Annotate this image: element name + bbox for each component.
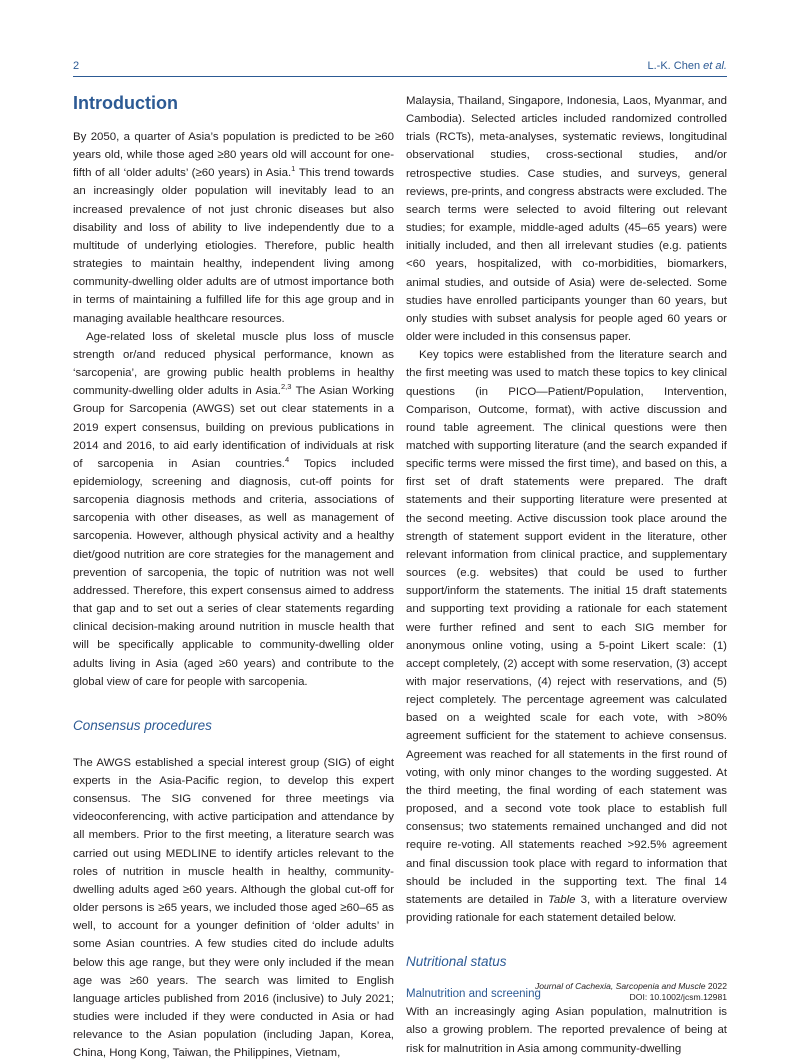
consensus-paragraph-2: [406, 346, 727, 927]
intro-paragraph-2: [73, 328, 394, 691]
footer-journal: [535, 981, 727, 992]
running-head-etal: et al.: [703, 60, 727, 72]
journal-year: 2022: [705, 981, 727, 991]
citation-4: 4: [284, 455, 290, 464]
malnutrition-paragraph-1: With an increasingly aging Asian population, malnutrition is also a growing problem. The reported prevalence of being at risk for malnutrition in Asia among community-dwelling: [406, 1006, 727, 1055]
nutritional-status-heading: Nutritional status: [406, 954, 507, 970]
table-reference: Table: [547, 893, 576, 906]
malnutrition-screening-heading: Malnutrition and screening: [406, 988, 541, 1001]
consensus-paragraph-1: The AWGS established a special interest group (SIG) of eight experts in the Asia-Pacific region, to develop this expert consensus. The SIG convened for three meetings via videoconferencing, with active participation and attendance by all members. Prior to the first meeting, a literature search was carried out using MEDLINE to identify articles relevant to the roles of nutrition in muscle health in healthy, community-dwelling adults aged ≥60 years. Although the global cut-off for older persons is ≥65 years, we included those aged ≥60–65 as well, to account for a younger definition of ‘older adults’ in some Asian countries. A few studies cited do include adults below this age range, but they were only included if the mean age was ≥60 years. The search was limited to English language articles published from 2016 (inclusive) to July 2021; studies were included if they were conducted in Asia or had relevance to the Asian population (including Japan, Korea, China, Hong Kong, Taiwan, the Philippines, Vietnam,: [73, 756, 394, 1060]
right-column: [406, 92, 727, 1058]
consensus-p2-text-a: Key topics were established from the literature search and the first meeting was used to match these topics to key clinical questions (in PICO—Patient/Population, Intervention, Comparison, Outcome, format), with active discussion and round table agreement. The clinical questions were then matched with supporting literature (and the search expanded if specific terms were missed the first time), and based on this, a first set of draft statements were prepared. The draft statements and their supporting literature were presented at the second meeting. Active discussion took place around the strength of statement support evident in the literature, other relevant information from clinical practice, and supplementary sources (e.g. websites) that could be used to further support/inform the statements. The initial 15 draft statements and supporting text providing a rationale for each statement were further refined and sent to each SIG member for anonymous online voting, using a 5-point Likert scale: (1) accept completely, (2) accept with some reservation, (3) accept with major reservations, (4) reject with reservations, and (5) reject completely. The percentage agreement was calculated based on a weighted scale for each vote, with >80% agreement sufficient for the statement to achieve consensus. Agreement was reached for all statements in the first round of voting, with only minor changes to the wording suggested. At the third meeting, the final wording of each statement was proposed, and a second vote took place to establish full consensus; two statements remained unchanged and did not require re-voting. All statements reached >92.5% agreement and final discussion took place with regard to information that should be included in the supporting text. The final 14 statements are detailed in: [406, 349, 727, 906]
running-head-author: L.-K. Chen: [647, 60, 704, 72]
intro-paragraph-1: [73, 128, 394, 328]
running-head: [648, 60, 728, 72]
footer-doi: DOI: 10.1002/jcsm.12981: [629, 992, 727, 1002]
left-column: [73, 92, 394, 1063]
page-footer: [535, 981, 727, 1003]
introduction-heading: Introduction: [73, 93, 178, 113]
intro-p2-text-c: Topics included epidemiology, screening and diagnosis, cut-off points for sarcopenia diagnosis methods and criteria, associations of sarcopenia with other diseases, as well as management of sarcopenia. However, although physical activity and a healthy diet/good nutrition are core strategies for the management and prevention of sarcopenia, the topic of nutrition was not well addressed. Therefore, this expert consensus aimed to address that gap and to set out a series of clear statements regarding clinical decision-making around nutrition in muscle health that will be specifically applicable to community-dwelling older adults living in Asia (aged ≥60 years) and contribute to the global view of care for people with sarcopenia.: [73, 457, 394, 688]
consensus-p2-text-b: 3, with a literature overview providing rationale for each statement detailed below.: [406, 893, 727, 925]
header-rule: [73, 76, 727, 77]
journal-name: Journal of Cachexia, Sarcopenia and Muscle: [534, 981, 706, 991]
page-number: 2: [73, 60, 80, 72]
intro-p1-text-a: By 2050, a quarter of Asia’s population is predicted to be ≥60 years old, while those aged ≥80 years old will account for one-fifth of all ‘older adults’ (≥60 years) in Asia.: [73, 131, 394, 180]
intro-p1-text-b: This trend towards an increasingly older population will inevitably lead to an increased prevalence of not just chronic diseases but also disability and loss of ability to live independently due to a multitude of underlying etiologies. Therefore, public health strategies to maintain healthy, independent living among community-dwelling older adults are of utmost importance both in terms of maintaining a fulfilled life for this age group and in managing available healthcare resources.: [73, 167, 394, 325]
intro-p2-text-a: Age-related loss of skeletal muscle plus loss of muscle strength or/and reduced physical performance, known as ‘sarcopenia’, are growing public health problems in healthy community-dwelling older adults in Asia.: [73, 330, 394, 398]
citation-1: 1: [291, 164, 296, 174]
consensus-paragraph-1-continued: Malaysia, Thailand, Singapore, Indonesia, Laos, Myanmar, and Cambodia). Selected articles included randomized controlled trials (RCTs), meta-analyses, systematic reviews, longitudinal observational studies, cross-sectional studies, and/or retrospective studies. Case studies, and surveys, general reviews, pre-prints, and congress abstracts were excluded. The search terms were selected to avoid filtering out relevant studies; for example, middle-aged adults (45–65 years) were initially included, and then all irrelevant studies (e.g. patients <60 years, hospitalized, with co-morbidities, biomarkers, animal studies, and outside of Asia) were de-selected. Some studies have enrolled participants younger than 60 years, but only studies with subset analysis for people aged 60 years or older were included in this consensus paper.: [406, 95, 727, 344]
intro-p2-text-b: The Asian Working Group for Sarcopenia (AWGS) set out clear statements in a 2019 expert consensus, building on previous publications in 2014 and 2016, to aid early identification of individuals at risk of sarcopenia in Asian countries.: [73, 385, 394, 470]
citation-2-3: 2,3: [280, 382, 292, 392]
consensus-procedures-heading: Consensus procedures: [73, 717, 212, 733]
